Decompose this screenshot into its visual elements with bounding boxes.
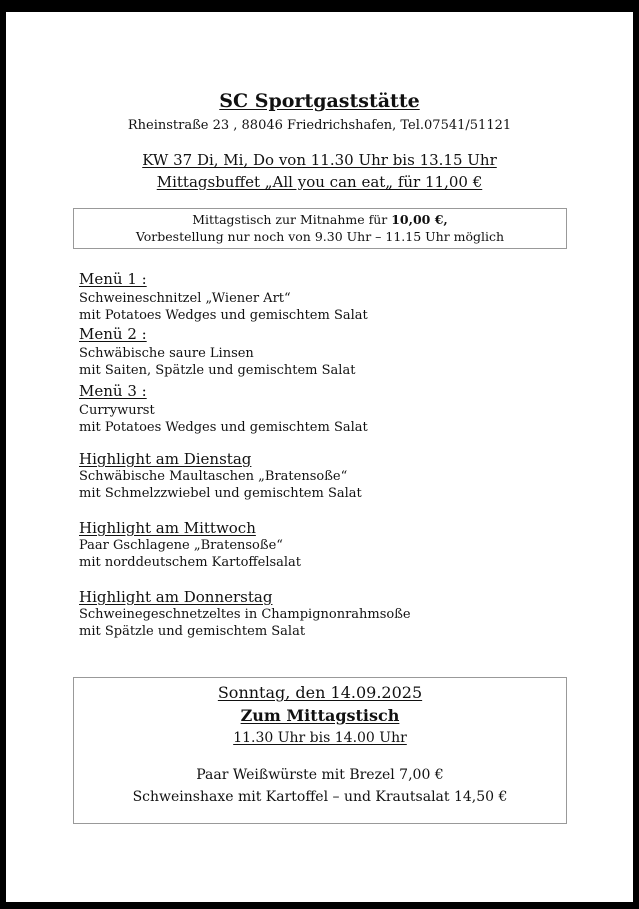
sunday-title: Zum Mittagstisch (240, 706, 400, 725)
highlight-dish: Schwäbische Maultaschen „Bratensoße“ (79, 469, 348, 484)
buffet-line: Mittagsbuffet „All you can eat„ für 11,00 € (156, 173, 483, 191)
sunday-item-1: Paar Weißwürste mit Brezel 7,00 € (196, 767, 444, 783)
highlight-heading: Highlight am Donnerstag (79, 588, 273, 606)
highlight-tuesday (79, 450, 362, 501)
highlight-heading: Highlight am Mittwoch (79, 519, 256, 537)
menu-3 (79, 382, 368, 435)
menu-heading: Menü 2 : (79, 325, 147, 343)
menu-side: mit Potatoes Wedges und gemischtem Salat (79, 420, 368, 435)
address-line: Rheinstraße 23 , 88046 Friedrichshafen, Tel.07541/51121 (127, 118, 512, 133)
menu-dish: Currywurst (79, 403, 155, 418)
menu-dish: Schwäbische saure Linsen (79, 346, 254, 361)
highlight-side: mit Schmelzzwiebel und gemischtem Salat (79, 486, 362, 501)
takeaway-box (73, 208, 567, 249)
sunday-box (73, 677, 567, 824)
sunday-time: 11.30 Uhr bis 14.00 Uhr (233, 730, 407, 746)
menu-heading: Menü 1 : (79, 270, 147, 288)
menu-heading: Menü 3 : (79, 382, 147, 400)
takeaway-line-2: Vorbestellung nur noch von 9.30 Uhr – 11.15 Uhr möglich (135, 229, 505, 244)
takeaway-text: Mittagstisch zur Mitnahme für (192, 212, 392, 227)
highlight-heading: Highlight am Dienstag (79, 450, 252, 468)
restaurant-title: SC Sportgaststätte (219, 90, 420, 112)
takeaway-line-1 (74, 211, 566, 228)
takeaway-price: 10,00 €, (391, 212, 448, 227)
menu-page (6, 12, 633, 902)
menu-2 (79, 325, 355, 378)
highlight-side: mit norddeutschem Kartoffelsalat (79, 555, 302, 570)
highlight-dish: Paar Gschlagene „Bratensoße“ (79, 538, 283, 553)
highlight-side: mit Spätzle und gemischtem Salat (79, 624, 306, 639)
sunday-date: Sonntag, den 14.09.2025 (217, 683, 423, 702)
menu-1 (79, 270, 368, 323)
menu-side: mit Potatoes Wedges und gemischtem Salat (79, 308, 368, 323)
menu-dish: Schweineschnitzel „Wiener Art“ (79, 291, 291, 306)
highlight-wednesday (79, 519, 301, 570)
sunday-item-2: Schweinshaxe mit Kartoffel – und Krautsalat 14,50 € (132, 789, 508, 805)
menu-side: mit Saiten, Spätzle und gemischtem Salat (79, 363, 356, 378)
highlight-thursday (79, 588, 411, 639)
week-hours-line: KW 37 Di, Mi, Do von 11.30 Uhr bis 13.15 Uhr (142, 151, 497, 169)
highlight-dish: Schweinegeschnetzeltes in Champignonrahmsoße (79, 607, 411, 622)
